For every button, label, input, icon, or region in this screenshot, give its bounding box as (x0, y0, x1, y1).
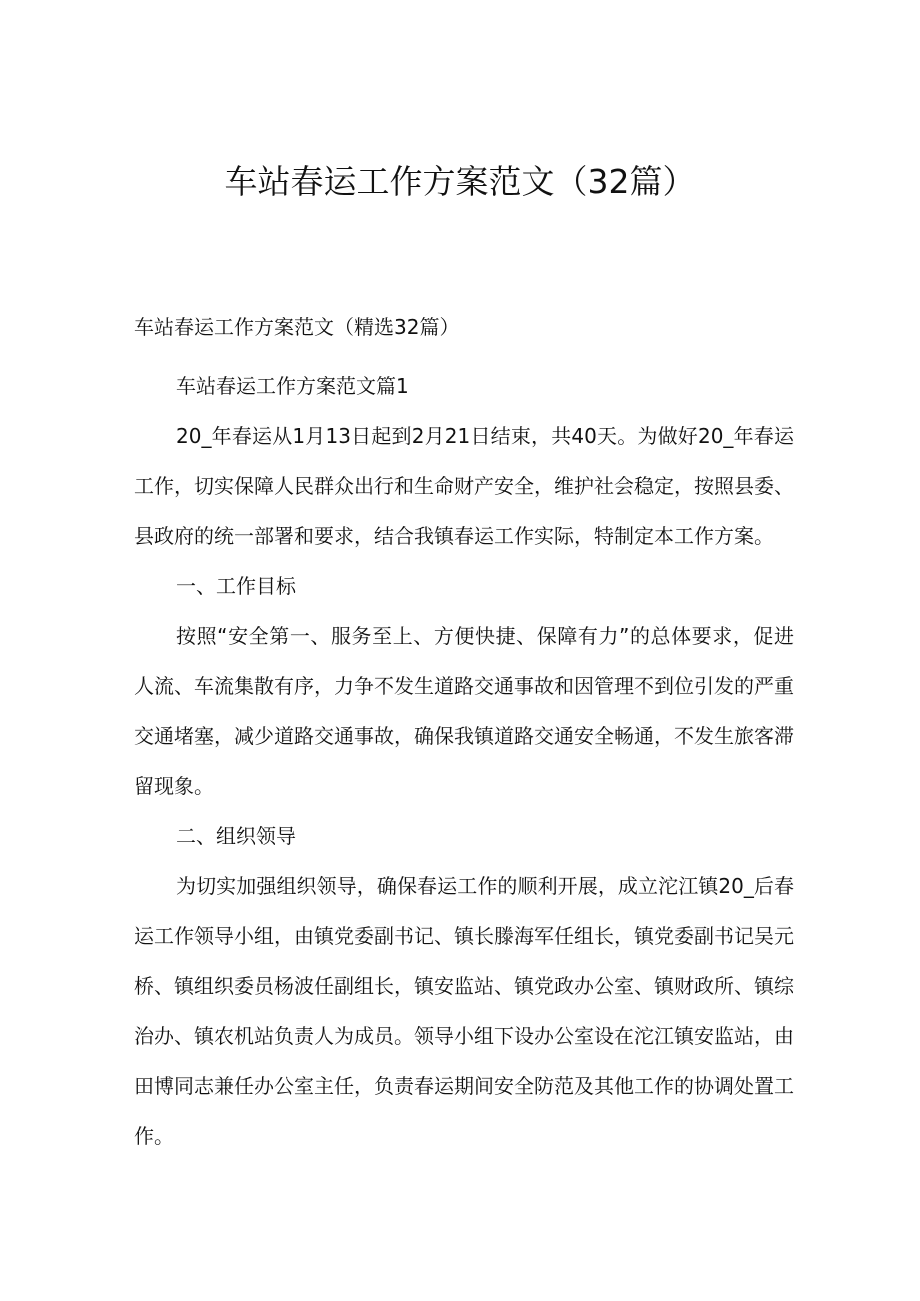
section-heading-goals: 一、工作目标 (176, 574, 296, 598)
section-heading-article-1: 车站春运工作方案范文篇1 (176, 374, 409, 398)
document-title: 车站春运工作方案范文（32篇） (224, 162, 696, 201)
paragraph-goals: 按照“安全第一、服务至上、方便快捷、保障有力”的总体要求，促进人流、车流集散有序，力争不发生道路交通事故和因管理不到位引发的严重交通堵塞，减少道路交通事故，确保我镇道路交通安全畅通，不发生旅客滞留现象。 (134, 624, 794, 798)
paragraph-intro: 20_年春运从1月13日起到2月21日结束，共40天。为做好20_年春运工作，切实保障人民群众出行和生命财产安全，维护社会稳定，按照县委、县政府的统一部署和要求，结合我镇春运工作实际，特制定本工作方案。 (134, 424, 794, 548)
document-subtitle: 车站春运工作方案范文（精选32篇） (134, 315, 460, 339)
document-body (134, 361, 794, 1161)
paragraph-leadership: 为切实加强组织领导，确保春运工作的顺利开展，成立沱江镇20_后春运工作领导小组，由镇党委副书记、镇长滕海军任组长，镇党委副书记吴元桥、镇组织委员杨波任副组长，镇安监站、镇党政办公室、镇财政所、镇综治办、镇农机站负责人为成员。领导小组下设办公室设在沱江镇安监站，由田博同志兼任办公室主任，负责春运期间安全防范及其他工作的协调处置工作。 (134, 874, 794, 1148)
section-heading-leadership: 二、组织领导 (176, 824, 296, 848)
